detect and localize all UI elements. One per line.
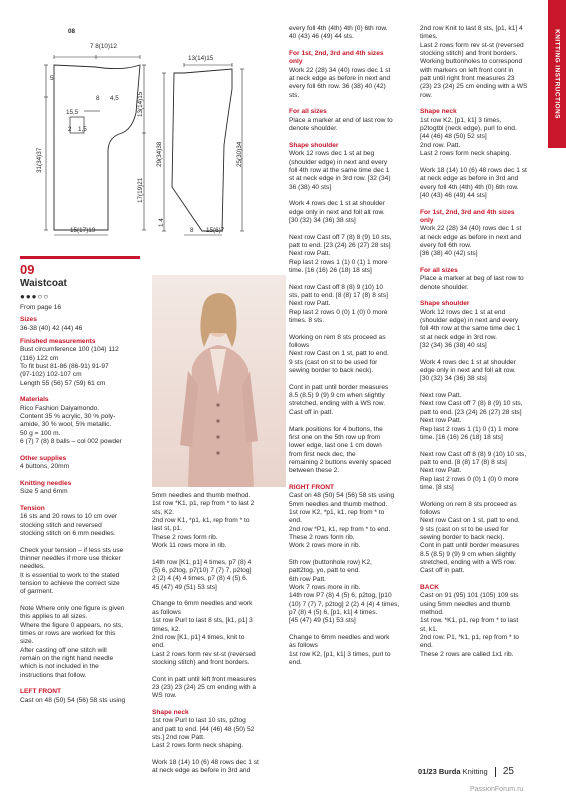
col2-line — [152, 667, 282, 675]
col4-line: Next row Patt. — [420, 467, 462, 475]
col2-line: at neck edge as before in 3rd and — [152, 767, 251, 775]
dim-inner-155: 15,5 — [66, 109, 79, 116]
col3-line — [289, 551, 414, 559]
col3-line: Working on rem 8 sts proceed as — [289, 333, 386, 341]
col3-line — [289, 225, 414, 233]
col3-line: 40 (43) 46 (49) 44 sts. — [289, 33, 354, 41]
col1-line: Materials — [20, 396, 49, 404]
col4-line: time. [8 sts] — [420, 483, 454, 491]
col4-line: with markers on left front cont in — [420, 66, 514, 74]
col1-line: stocking stitch and reversed — [20, 521, 102, 529]
col1-line: Bust circumference 100 (104) 112 — [20, 346, 119, 354]
col2-line: 2nd row K1, *p1, k1, rep from * to — [152, 517, 250, 525]
dim-inner-2: 2 — [68, 126, 72, 133]
col3-line: sewing border to back neck). — [289, 367, 374, 375]
column-1 — [20, 338, 145, 705]
col4-line: [32 (34) 36 (38) 40 sts] — [420, 342, 487, 350]
col1-line: (116) 122 cm — [20, 354, 59, 362]
col2-line — [152, 701, 282, 709]
col3-line: 1st row K2, [p1, k1] 3 times, purl to — [289, 650, 391, 658]
col1-line — [20, 538, 145, 546]
col1-line: stocking stitch on 6 mm needles. — [20, 529, 116, 537]
col2-line: 2 (2) 4 (4) 4 times, p7 (8) 4 (5) 6. — [152, 575, 248, 583]
col3-line: 8.5 (8.5) 9 (9) 9 cm when slightly — [289, 392, 385, 400]
column-4 — [420, 25, 545, 659]
col3-line: Work 7 rows more in rib. — [289, 584, 361, 592]
page-number: 25 — [502, 766, 514, 777]
col4-line: end. — [420, 642, 433, 650]
col1-line: amide, 30 % wool, 5% metallic. — [20, 421, 112, 429]
section-tab-label: KNITTING INSTRUCTIONS — [553, 29, 561, 119]
col4-line: [44 (46) 48 (50) 52 sts] — [420, 133, 487, 141]
col1-line: 50 g = 100 m. — [20, 429, 61, 437]
col1-line: Size 5 and 6mm — [20, 488, 68, 496]
col1-line: remain on the right hand needle — [20, 655, 114, 663]
col4-line: st at neck edge in 3rd row. — [420, 333, 497, 341]
col4-line — [420, 350, 545, 358]
back-outline — [40, 25, 150, 240]
col4-line: stretched, ending with a WS row. — [420, 559, 517, 566]
col4-line: Next row Patt. — [420, 417, 462, 425]
col1-line: of garment. — [20, 588, 54, 596]
col4-line: foll 4th row at the same time dec 1 — [420, 325, 521, 333]
col4-line: 2nd row. Patt. — [420, 141, 461, 149]
col4-line: Rep last 2 rows 0 (0) 1 (0) 0 more — [420, 475, 519, 483]
col4-line: stocking stitch) and front borders. — [420, 50, 518, 58]
col3-line: (shoulder edge) in next and every — [289, 158, 388, 166]
col1-line — [20, 388, 145, 396]
col2-line: times, k2. — [152, 625, 181, 633]
col1-line: 6 (7) 7 (8) 8 balls – col 002 powder — [20, 438, 122, 446]
col3-line: 1st row K2, *p1, k1, rep from * to — [289, 508, 385, 516]
dim-front-right: 25(30)34 — [236, 141, 243, 167]
col4-line: follows — [420, 508, 441, 516]
pattern-title: Waistcoat — [20, 278, 67, 289]
col4-line: [30 (32) 34 (36) 38 sts] — [420, 375, 487, 383]
col4-line: For 1st, 2nd, 3rd and 4th sizes — [420, 208, 515, 216]
col1-line: Cast on 48 (50) 54 (56) 58 sts using — [20, 696, 126, 704]
col4-line: Work 18 (14) 10 (6) 48 rows dec 1 st — [420, 166, 527, 174]
col4-line — [420, 292, 545, 300]
col1-line: Rico Fashion Daiyamondo. — [20, 404, 100, 412]
col4-line: Cast off in patt. — [420, 567, 465, 575]
col4-line: Working buttonholes to correspond — [420, 58, 523, 66]
col3-line: Work 12 rows dec 1 st at beg — [289, 150, 375, 158]
col1-line: Note Where only one figure is given — [20, 605, 125, 612]
col3-line — [289, 133, 414, 141]
section-tab — [548, 0, 566, 148]
col3-line: patt to end. [23 (24) 26 (27) 28 sts] — [289, 241, 391, 249]
col3-line: every foll 4th (4th) 4th (0) 6th row. — [289, 25, 388, 32]
col4-line: Work 4 rows dec 1 st at shoulder — [420, 358, 516, 366]
col2-line: 1st row Purl to last 8 sts, [k1, p1] 3 — [152, 617, 253, 625]
footer-issue: 01/23 — [418, 767, 437, 776]
col1-line — [20, 472, 145, 480]
col3-line: For all sizes — [289, 108, 327, 116]
col3-line: (10) 7 (7) 7, p2tog] 2 (2) 4 (4) 4 times, — [289, 600, 400, 608]
col3-line — [289, 417, 414, 425]
col4-line — [420, 384, 545, 392]
col2-line: These 2 rows form rib. — [152, 533, 218, 541]
model-figure — [152, 275, 286, 487]
col4-line — [420, 442, 545, 450]
col4-line: every foll 6th row. — [420, 241, 472, 249]
col3-line: 6th row Patt. — [289, 575, 327, 583]
col1-line: times or rows are worked for this — [20, 630, 116, 638]
col4-line: 2nd row Knit to last 8 sts, [p1, k1] 4 — [420, 25, 523, 32]
schematic-back-label: 08 — [68, 28, 76, 35]
col1-line: 4 buttons, 20mm — [20, 463, 70, 471]
col1-line: thinner needles if more use thicker — [20, 554, 121, 562]
col2-line — [152, 550, 282, 558]
col1-line: this applies to all sizes. — [20, 613, 88, 621]
col4-line — [420, 100, 545, 108]
col3-line: Work 4 rows dec 1 st at shoulder — [289, 200, 385, 208]
col2-line: Last 2 rows form neck shaping. — [152, 742, 244, 750]
col2-line: end. — [152, 642, 165, 650]
col1-line — [20, 446, 145, 454]
col3-line: Next row Patt. — [289, 250, 331, 258]
dim-side-total: 31(34)37 — [36, 147, 43, 173]
col2-line: sts, K2. — [152, 508, 174, 516]
col3-line: denote shoulder. — [289, 125, 338, 133]
col3-line: from first neck dec, the — [289, 450, 356, 458]
col4-line: patt until right front measures 23 — [420, 75, 515, 83]
col4-line: [36 (38) 40 (42) sts] — [420, 250, 478, 258]
dim-front-bottom-8: 8 — [190, 227, 194, 234]
col1-line: instructions that follow. — [20, 671, 87, 679]
col4-line: 9 sts (cast on st to be used for — [420, 525, 509, 533]
sizes-heading: Sizes — [20, 316, 37, 323]
col2-line — [152, 592, 282, 600]
dim-front-left: 29(34)38 — [156, 141, 163, 167]
col3-line — [289, 275, 414, 283]
col3-line: For 1st, 2nd, 3rd and 4th sizes — [289, 50, 384, 58]
col4-line: 8.5 (8.5) 9 (9) 9 cm when slightly — [420, 550, 516, 558]
col3-line: Work 2 rows more in rib. — [289, 542, 361, 550]
col1-line: LEFT FRONT — [20, 688, 62, 696]
col3-line: Next row Cast off 7 (8) 8 (9) 10 sts, — [289, 233, 392, 241]
col3-line: 5mm needles and thumb method. — [289, 500, 388, 508]
col4-line: method. — [420, 609, 444, 617]
col3-line: Next row Patt. — [289, 300, 331, 308]
col4-line: Last 2 rows form neck shaping. — [420, 150, 512, 158]
col3-line: time. [16 (16) 26 (18) 18 sts] — [289, 266, 372, 274]
model-photo — [152, 275, 286, 487]
col2-line: Cont in patt until left front measures — [152, 675, 257, 683]
col1-line: needles. — [20, 563, 45, 571]
col4-line: Shape neck — [420, 108, 457, 116]
col3-line: Change to 6mm needles and work — [289, 634, 390, 642]
col4-line: Next row Cast off 7 (8) 8 (9) 10 sts, — [420, 400, 523, 408]
col1-line: To fit bust 81-86 (86-91) 91-97 — [20, 363, 109, 371]
col4-line — [420, 492, 545, 500]
col2-line: 23 (23) 23 (24) 25 cm ending with a — [152, 683, 257, 691]
col2-line — [152, 751, 282, 759]
col3-line: stretched, ending with a WS row. — [289, 400, 386, 408]
col2-line: 5mm needles and thumb method. — [152, 492, 251, 499]
col1-line — [20, 680, 145, 688]
col2-line: Last 2 rows form rev st-st (reversed — [152, 650, 256, 658]
dim-inner-8: 8 — [96, 95, 100, 102]
front-outline — [150, 55, 260, 240]
col4-line: p2togtbl (neck edge), purl to end. — [420, 125, 517, 133]
col1-line: Where the figure 0 appears, no sts, — [20, 621, 123, 629]
col2-line: as follows — [152, 608, 181, 616]
col4-line: 1st row. *K1, p1, rep from * to last — [420, 617, 519, 625]
col3-line: Mark positions for 4 buttons, the — [289, 425, 383, 433]
col3-line: These 2 rows form rib. — [289, 533, 355, 541]
col3-line: RIGHT FRONT — [289, 483, 335, 491]
col3-line: 14th row P7 (8) 4 (5) 6, p2tog, [p10 — [289, 592, 392, 600]
col4-line: sewing border to back neck). — [420, 533, 505, 541]
dim-front-marks: 1 4 — [158, 218, 165, 227]
col4-line: times. — [420, 33, 438, 41]
col3-line: end. — [289, 659, 302, 667]
header-rule — [20, 256, 140, 259]
col3-line: Next row Cast on 1 st, patt to end. — [289, 350, 389, 358]
col1-line: Content 35 % acrylic, 30 % poly- — [20, 413, 116, 421]
col4-line: Cont in patt until border measures — [420, 542, 520, 550]
col2-line: stocking stitch) and front borders. — [152, 658, 250, 666]
col4-line: using 5mm needles and thumb — [420, 600, 511, 608]
col4-line: row. — [420, 91, 433, 99]
dim-right-top: 13(14)15 — [137, 91, 144, 117]
col4-line: denote shoulder. — [420, 283, 469, 291]
col4-line: (shoulder edge) in next and every — [420, 317, 519, 325]
col3-line — [289, 325, 414, 333]
col4-line: patt to end. [23 (24) 26 (27) 28 sts] — [420, 408, 522, 416]
col3-line: Place a marker at end of last row to — [289, 116, 393, 124]
col3-line: 5th row (buttonhole row) K2, — [289, 559, 372, 566]
col2-line: 14th row [K1, p1] 4 times, p7 (8) 4 — [152, 558, 252, 566]
dim-front-top: 13(14)15 — [188, 55, 214, 62]
col4-line — [420, 200, 545, 208]
col4-line: Work 22 (28) 34 (40) rows dec 1 st — [420, 225, 522, 233]
col1-line: which is not included in the — [20, 663, 99, 671]
col3-line: 9 sts (cast on st to be used for — [289, 358, 378, 366]
col4-line: only — [420, 216, 434, 224]
col4-line: (23) 23 (24) 25 cm ending with a WS — [420, 83, 528, 91]
col4-line: 2nd row. P1, *k1, p1, rep from * to — [420, 634, 519, 642]
col3-line: st at neck edge in 3rd row. [32 (34) — [289, 175, 391, 183]
footer-brand: Burda — [438, 767, 461, 776]
col4-line: time. [16 (16) 26 (18) 18 sts] — [420, 433, 503, 441]
col1-line: Knitting needles — [20, 479, 72, 487]
col3-line: [45 (47) 49 (51) 53 sts] — [289, 617, 356, 625]
col1-line: Other supplies — [20, 454, 67, 462]
col1-line: Check your tension – if less sts use — [20, 546, 124, 554]
col2-line: 1st row Purl to last 10 sts, p2tog — [152, 717, 246, 725]
col3-line — [289, 375, 414, 383]
col3-line: lower edge, last one 1 cm down — [289, 442, 382, 450]
col4-line: Place a marker at beg of last row to — [420, 275, 524, 283]
col3-line — [289, 100, 414, 108]
col4-line — [420, 576, 545, 584]
schematic-back — [36, 25, 150, 240]
col3-line: Work 22 (28) 34 (40) rows dec 1 st — [289, 66, 391, 74]
footer-divider — [495, 767, 496, 777]
dim-front-bottom: 15(6)7 — [206, 227, 225, 234]
col3-line: follows — [289, 342, 310, 350]
col2-line: WS row. — [152, 692, 177, 700]
col4-line: Cast on 91 (95) 101 (105) 109 sts — [420, 592, 519, 600]
col4-line: [40 (43) 46 (49) 44 sts] — [420, 191, 487, 199]
col4-line: Next row Cast off 8 (8) 9 (10) 10 sts, — [420, 450, 527, 458]
col3-line: patt2tog, yo, patt to end. — [289, 567, 361, 575]
col3-line: Cast off in patt. — [289, 408, 334, 416]
col1-line: After casting off one stitch will — [20, 646, 107, 654]
col3-line: remaining 2 buttons evenly spaced — [289, 458, 391, 466]
col3-line: sts, patt to end. [8 (8) 17 (8) 8 sts] — [289, 292, 388, 299]
col3-line: only — [289, 58, 303, 66]
col4-line: BACK — [420, 584, 440, 592]
col2-line: (5) 6, p2tog, p7(10) 7 (7) 7, p2tog] — [152, 567, 252, 575]
col2-line: last st, p1. — [152, 525, 183, 533]
col1-line: size. — [20, 638, 34, 646]
col3-line — [289, 626, 414, 634]
col3-line: first one on the 5th row up from — [289, 433, 381, 441]
col2-line: Change to 6mm needles and work — [152, 600, 253, 608]
col4-line: For all sizes — [420, 266, 458, 274]
col4-line — [420, 259, 545, 267]
col4-line: Working on rem 8 sts proceed as — [420, 500, 517, 508]
col3-line: edge only in next and foll alt row. — [289, 208, 385, 216]
col2-line: 1st row *K1, p1, rep from * to last 2 — [152, 500, 255, 508]
dim-bottom: 15(17)19 — [70, 227, 96, 234]
footer — [418, 766, 514, 777]
dim-top-widths: 7 8(10)12 — [90, 43, 117, 50]
col3-line: between these 2. — [289, 467, 340, 475]
col4-line: patt to end. [8 (8) 17 (8) 8 sts] — [420, 458, 507, 466]
col3-line: at neck edge as before in next and — [289, 75, 391, 83]
col4-line: Next row Patt. — [420, 392, 462, 400]
col2-line: 2nd row [K1, p1] 4 times, knit to — [152, 633, 245, 641]
col1-line: (97-102) 102-107 cm — [20, 371, 82, 379]
col3-line: Rep last 2 rows 0 (0) 1 (0) 0 more — [289, 308, 388, 316]
col4-line: st, k1. — [420, 625, 438, 633]
col3-line: 36 (38) 40 sts] — [289, 183, 332, 191]
col1-line: It is essential to work to the stated — [20, 571, 120, 579]
col3-line: foll 4th row at the same time dec 1 — [289, 166, 390, 174]
dim-inner-15: 1,5 — [78, 126, 87, 133]
col4-line: Last 2 rows form rev st-st (reversed — [420, 41, 524, 49]
col2-line: 45 (47) 49 (51) 53 sts] — [152, 583, 217, 591]
col4-line: 1st row K2, [p1, k1] 3 times, — [420, 116, 502, 124]
col3-line: Cast on 48 (50) 54 (56) 58 sts using — [289, 492, 395, 500]
footer-section: Knitting — [462, 767, 488, 776]
col1-line: Length 55 (56) 57 (59) 61 cm — [20, 379, 106, 387]
dim-right-lower: 17(19)21 — [137, 177, 144, 203]
col3-line: as follows — [289, 642, 318, 650]
col4-line: Next row Cast on 1 st, patt to end. — [420, 517, 520, 525]
col2-line: Work 11 rows more in rib. — [152, 542, 227, 550]
col3-line: times. 8 sts. — [289, 317, 325, 325]
col1-line: 16 sts and 20 rows to 10 cm over — [20, 513, 118, 521]
col4-line: Shape shoulder — [420, 300, 470, 308]
col3-line: Shape shoulder — [289, 141, 339, 149]
sizes-value: 36-38 (40) 42 (44) 46 — [20, 325, 83, 332]
col4-line: at neck edge as before in 3rd and — [420, 175, 519, 183]
column-2 — [152, 492, 282, 776]
col1-line — [20, 497, 145, 505]
col2-line: Work 18 (14) 10 (6) 48 rows dec 1 st — [152, 759, 259, 766]
col3-line: end. — [289, 517, 302, 525]
col4-line: These 2 rows are called 1x1 rib. — [420, 650, 514, 658]
col3-line: p7 (8) 4 (5) 6, [p1, k1] 4 times. — [289, 609, 378, 617]
col2-line: Shape neck — [152, 708, 189, 716]
col3-line: every foll 6th row. 36 (38) 40 (42) — [289, 83, 386, 91]
col3-line — [289, 476, 414, 484]
difficulty-rating: ●●●○○ — [20, 292, 50, 301]
dim-inner-45: 4,5 — [110, 95, 119, 102]
col3-line — [289, 192, 414, 200]
col3-line: Cont in patt until border measures — [289, 383, 389, 391]
dim-upper-left: 5 — [50, 75, 54, 82]
col1-line: tension to achieve the correct size — [20, 579, 120, 587]
column-3 — [289, 25, 414, 667]
col4-line: at neck edge as before in next and — [420, 233, 522, 241]
col1-line: Tension — [20, 504, 45, 512]
pattern-number: 09 — [20, 262, 35, 277]
col4-line: every foll 4th (4th) 4th (0) 6th row. — [420, 183, 519, 191]
schematic-front — [150, 55, 260, 240]
col3-line: 2nd row *P1, k1, rep from * to end. — [289, 525, 391, 533]
col4-line — [420, 159, 545, 167]
col4-line: Rep last 2 rows 1 (1) 0 (1) 1 more — [420, 425, 519, 433]
col4-line: Work 12 rows dec 1 st at end — [420, 308, 506, 316]
col3-line: sts. — [289, 91, 300, 99]
col3-line — [289, 42, 414, 50]
from-page: From page 16 — [20, 304, 62, 311]
col4-line: edge only in next and foll alt row. — [420, 367, 516, 375]
col3-line: Next row Cast off 8 (8) 9 (10) 10 — [289, 283, 384, 291]
col1-line — [20, 597, 145, 605]
watermark: PassionForum.ru — [470, 786, 524, 793]
col2-line: sts.] 2nd row Patt. — [152, 733, 205, 741]
col1-line: Finished measurements — [20, 338, 96, 345]
col2-line: and patt to end. [44 (46) 48 (50) 52 — [152, 725, 255, 733]
col3-line: [30 (32) 34 (36) 38 sts] — [289, 216, 356, 224]
col3-line: Rep last 2 rows 1 (1) 0 (1) 1 more — [289, 258, 388, 266]
